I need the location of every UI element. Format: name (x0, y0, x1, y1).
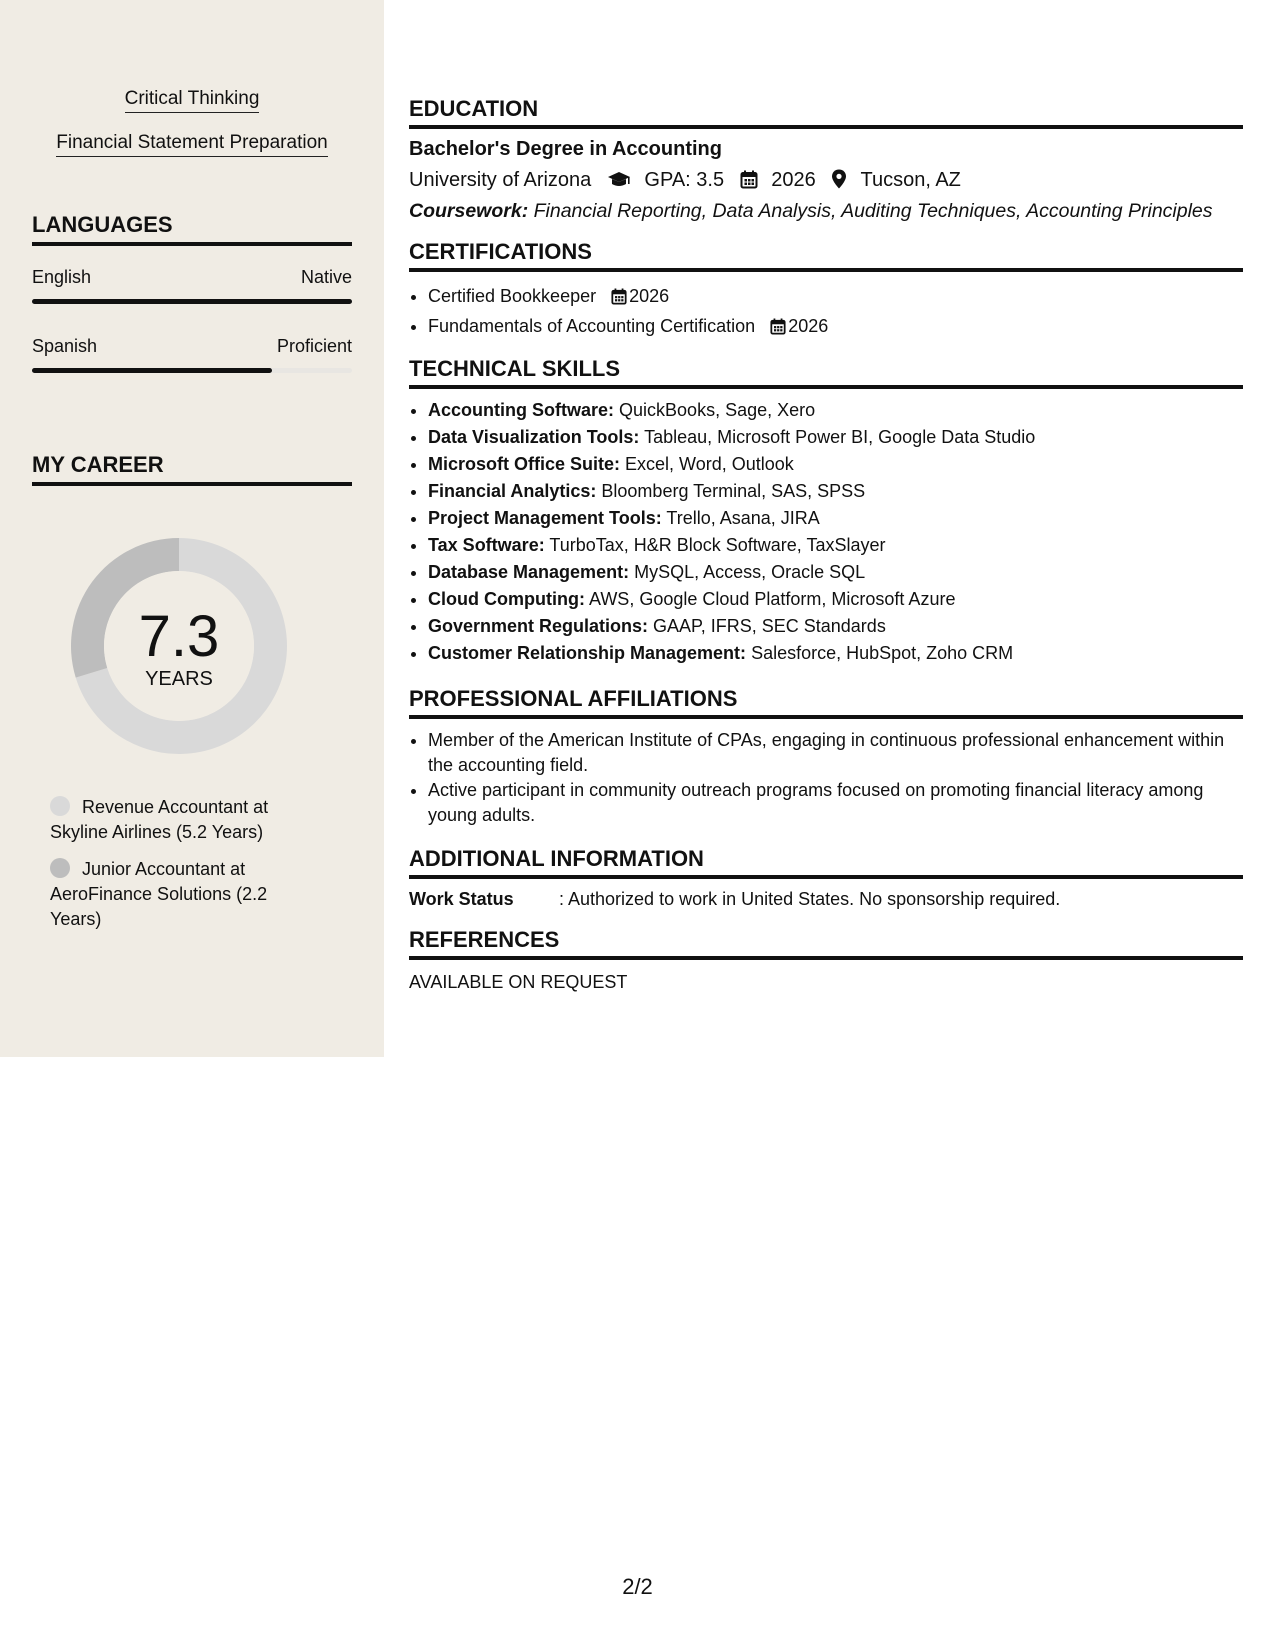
skill-tag-label: Critical Thinking (125, 88, 260, 113)
language-level: Native (300, 267, 352, 287)
certification-item (428, 313, 1243, 343)
work-status-value: : Authorized to work in United States. No sponsorship required. (559, 889, 1061, 909)
skill-item (428, 532, 1243, 559)
language-name: English (32, 267, 92, 287)
certification-name: Certified Bookkeeper (428, 286, 597, 306)
school: University of Arizona (409, 169, 592, 191)
coursework-list: Financial Reporting, Data Analysis, Auditing Techniques, Accounting Principles (533, 200, 1213, 222)
certification-year: 2026 (629, 286, 670, 306)
career-heading: MY CAREER (32, 452, 352, 486)
skill-item (428, 397, 1243, 424)
affiliation-item: • Member of the American Institute of CPAs, engaging in continuous professional enhancement within the accounting field. (428, 728, 1243, 778)
career-legend-label: Junior Accountant at AeroFinance Solutions (2.2 Years) (50, 859, 268, 929)
skill-category: Database Management: (428, 562, 630, 582)
certification-name: Fundamentals of Accounting Certification (428, 316, 756, 336)
affiliations-heading: PROFESSIONAL AFFILIATIONS (409, 686, 1243, 719)
skill-category: Microsoft Office Suite: (428, 454, 621, 474)
language-bar-fill (32, 299, 352, 304)
language-bar (32, 299, 352, 304)
skill-value: QuickBooks, Sage, Xero (619, 400, 816, 420)
skill-item (428, 505, 1243, 532)
certifications-heading: CERTIFICATIONS (409, 239, 1243, 272)
skill-value: MySQL, Access, Oracle SQL (634, 562, 866, 582)
skill-category: Data Visualization Tools: (428, 427, 640, 447)
skill-category: Accounting Software: (428, 400, 615, 420)
skill-category: Government Regulations: (428, 616, 649, 636)
legend-dot-icon (50, 796, 70, 816)
coursework (409, 200, 1213, 223)
degree: Bachelor's Degree in Accounting (409, 138, 722, 160)
certification-item (428, 283, 1243, 313)
skill-value: Tableau, Microsoft Power BI, Google Data Studio (644, 427, 1036, 447)
graduation-cap-icon (607, 171, 631, 195)
calendar-icon (770, 316, 786, 343)
gpa: GPA: 3.5 (644, 169, 725, 191)
skill-tag-label: Financial Statement Preparation (56, 132, 327, 157)
graduation-year: 2026 (771, 169, 816, 191)
skill-item (428, 613, 1243, 640)
skill-value: GAAP, IFRS, SEC Standards (653, 616, 886, 636)
career-legend-item (50, 857, 290, 932)
calendar-icon (611, 286, 627, 313)
skill-item (428, 586, 1243, 613)
skill-value: Trello, Asana, JIRA (666, 508, 820, 528)
career-unit: YEARS (145, 668, 213, 690)
language-bar (32, 368, 352, 373)
skill-category: Cloud Computing: (428, 589, 585, 609)
references-text: AVAILABLE ON REQUEST (409, 972, 628, 992)
work-status-label: Work Status (409, 889, 514, 909)
skill-value: Excel, Word, Outlook (625, 454, 794, 474)
skill-item (428, 478, 1243, 505)
affiliation-item: • Active participant in community outreach programs focused on promoting financial literacy among young adults. (428, 778, 1243, 828)
career-legend-item (50, 795, 290, 845)
skill-category: Customer Relationship Management: (428, 643, 747, 663)
skill-value: TurboTax, H&R Block Software, TaxSlayer (549, 535, 886, 555)
education-meta (409, 169, 961, 195)
technical-skills-list (409, 397, 1243, 667)
skill-value: AWS, Google Cloud Platform, Microsoft Azure (588, 589, 956, 609)
career-donut-chart (64, 531, 294, 761)
skill-item (428, 451, 1243, 478)
skill-tag (0, 132, 384, 157)
skill-tag (0, 88, 384, 113)
skill-value: Salesforce, HubSpot, Zoho CRM (751, 643, 1014, 663)
certifications-list (409, 283, 1243, 343)
languages-heading: LANGUAGES (32, 212, 352, 246)
language-bar-fill (32, 368, 272, 373)
skill-category: Tax Software: (428, 535, 545, 555)
education-heading: EDUCATION (409, 96, 1243, 129)
additional-info-heading: ADDITIONAL INFORMATION (409, 846, 1243, 879)
language-level: Proficient (276, 336, 352, 356)
location: Tucson, AZ (860, 169, 961, 191)
work-status (409, 889, 1060, 910)
language-name: Spanish (32, 336, 98, 356)
skill-category: Financial Analytics: (428, 481, 597, 501)
skill-item (428, 640, 1243, 667)
references-heading: REFERENCES (409, 927, 1243, 960)
career-legend-label: Revenue Accountant at Skyline Airlines (5.2 Years) (50, 797, 269, 842)
calendar-icon (740, 170, 758, 195)
skill-value: Bloomberg Terminal, SAS, SPSS (601, 481, 866, 501)
page-number: 2/2 (622, 1574, 653, 1599)
skill-item (428, 424, 1243, 451)
sidebar (0, 0, 384, 1057)
certification-year: 2026 (788, 316, 829, 336)
skill-category: Project Management Tools: (428, 508, 662, 528)
skill-item (428, 559, 1243, 586)
affiliations-list (409, 728, 1243, 828)
legend-dot-icon (50, 858, 70, 878)
technical-skills-heading: TECHNICAL SKILLS (409, 356, 1243, 389)
coursework-label: Coursework: (409, 200, 529, 222)
career-total: 7.3 (138, 604, 220, 669)
map-pin-icon (831, 169, 847, 195)
